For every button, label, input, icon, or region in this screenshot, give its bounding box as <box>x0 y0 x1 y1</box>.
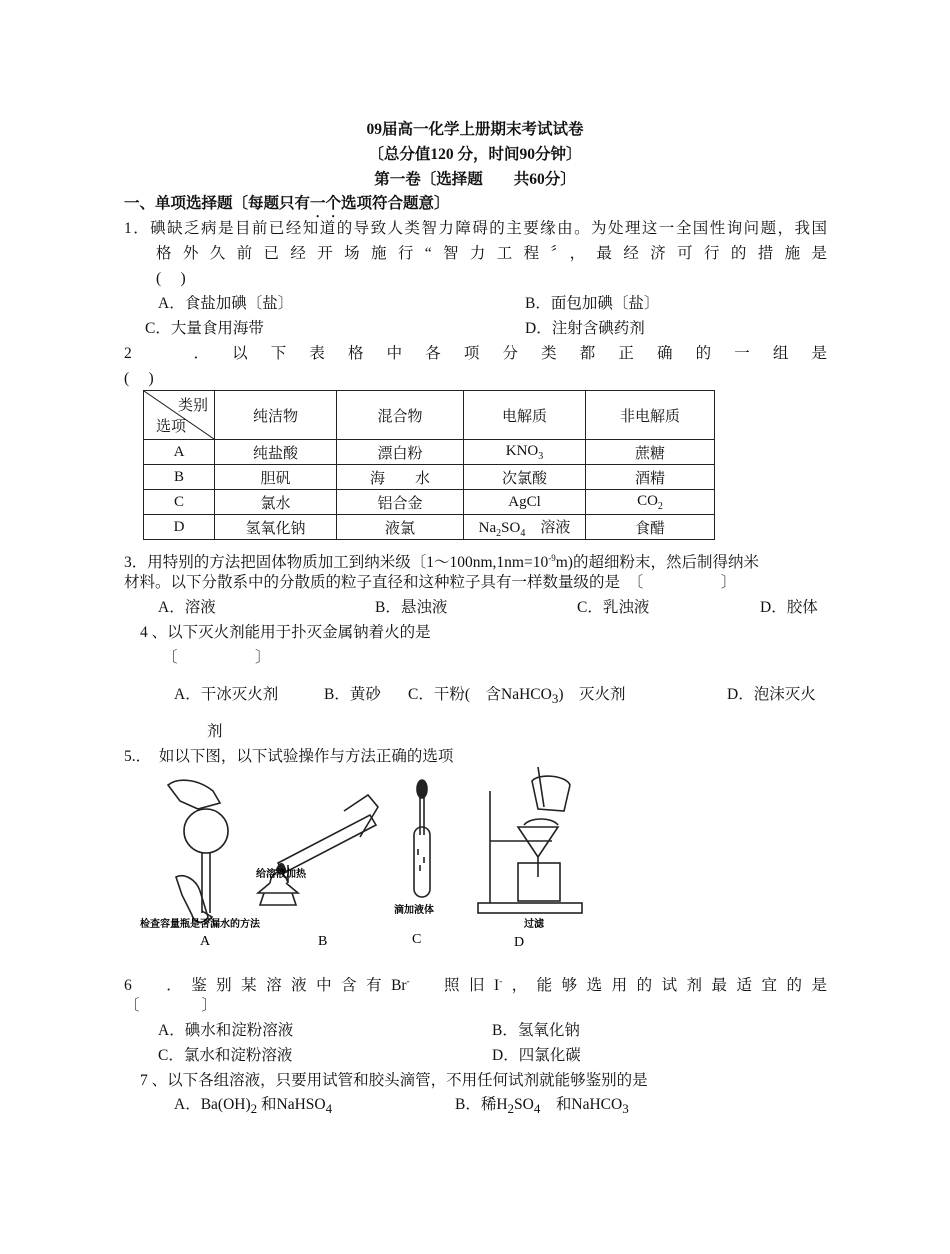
table-header-row <box>144 391 715 440</box>
q4-option-c: C．干粉( 含NaHCO$_3$) 灭火剂 <box>408 686 626 706</box>
q2-answer-blank: ( ) <box>124 370 154 387</box>
q4-option-d-continued: 剂 <box>207 723 223 740</box>
table-cell: AgCl <box>464 490 586 515</box>
q4-answer-blank: 〔 〕 <box>162 649 271 666</box>
table-row <box>144 515 715 540</box>
table-cell: 纯盐酸 <box>215 440 337 465</box>
table-cell: $CO_2$ <box>586 490 715 515</box>
q6-option-d: D．四氯化碳 <box>492 1047 581 1064</box>
table-cell: 铝合金 <box>337 490 464 515</box>
table-cell-option: C <box>144 490 215 515</box>
caption-d: 过滤 <box>524 919 544 930</box>
table-cell: 氯水 <box>215 490 337 515</box>
q3-option-c: C．乳浊液 <box>577 599 650 616</box>
classification-table <box>143 390 715 540</box>
q1-option-c: C．大量食用海带 <box>145 320 264 337</box>
figure-c-dropper <box>414 780 430 897</box>
part-title: 第一卷〔选择题 共60分〕 <box>374 171 576 188</box>
q6-stem-line1: 6 ．鉴别某溶液中含有Br- 照旧I-，能够选用的试剂最适宜的是 <box>124 976 827 995</box>
q4-option-b: B．黄砂 <box>324 686 381 703</box>
figure-label-b: B <box>318 934 328 947</box>
table-cell: $KNO_3$ <box>464 440 586 465</box>
corner-label-category: 类别 <box>177 398 208 414</box>
table-row <box>144 490 715 515</box>
table-header-cell: 非电解质 <box>586 391 715 440</box>
table-cell: 食醋 <box>586 515 715 540</box>
q1-stem-line2: 格外久前已经开场施行“智力工程〞，最经济可行的措施是 <box>156 245 827 262</box>
table-cell: 液氯 <box>337 515 464 540</box>
q7-stem: 7 、以下各组溶液，只要用试管和胶头滴管，不用任何试剂就能够鉴别的是 <box>140 1072 648 1089</box>
table-cell-option: D <box>144 515 215 540</box>
exam-subtitle: 〔总分值120 分，时间90分钟〕 <box>368 146 582 163</box>
table-cell: 次氯酸 <box>464 465 586 490</box>
figure-label-c: C <box>412 932 422 947</box>
q7-option-b: B．稀$H_2SO_4$ 和NaHCO$_3$ <box>455 1096 629 1116</box>
q3-stem-line1: 3．用特别的方法把固体物质加工到纳米级〔$1\sim 100nm,1nm=10^{-9}m$)的超细粉末，然后制得纳米 <box>124 553 759 572</box>
q1-stem-line1: 1．碘缺乏病是目前已经知道的导致人类智力障碍的主要缘由。为处理这一全国性询问题，我国 <box>124 220 827 237</box>
corner-label-option: 选项 <box>156 419 187 435</box>
q1-answer-blank: ( ) <box>156 270 186 287</box>
q6-answer-blank: 〔 〕 <box>124 997 218 1014</box>
table-cell: 漂白粉 <box>337 440 464 465</box>
q1-option-a: A．食盐加碘〔盐〕 <box>158 295 294 312</box>
table-cell: 氢氧化钠 <box>215 515 337 540</box>
q4-option-a: A．干冰灭火剂 <box>174 686 279 703</box>
figure-b-heating <box>258 795 378 905</box>
q1-option-d: D．注射含碘药剂 <box>525 320 645 337</box>
q4-stem: 4 、以下灭火剂能用于扑灭金属钠着火的是 <box>140 624 431 641</box>
exam-title: 09届高一化学上册期末考试试卷 <box>366 121 584 138</box>
q4-option-d: D．泡沫灭火 <box>727 686 816 703</box>
table-cell: 海 水 <box>337 465 464 490</box>
table-row <box>144 440 715 465</box>
table-header-cell: 混合物 <box>337 391 464 440</box>
q3-option-b: B．悬浊液 <box>375 599 448 616</box>
table-cell: 胆矾 <box>215 465 337 490</box>
figure-a-volumetric-flask <box>168 780 228 925</box>
caption-a: 检查容量瓶是否漏水的方法 <box>140 919 260 930</box>
table-cell: $Na_2SO_4$ 溶液 <box>464 515 586 540</box>
q6-option-b: B．氢氧化钠 <box>492 1022 580 1039</box>
q3-option-d: D．胶体 <box>760 599 818 616</box>
q6-option-a: A．碘水和淀粉溶液 <box>158 1022 294 1039</box>
table-cell: 酒精 <box>586 465 715 490</box>
section-heading: 一、单项选择题〔每题只有一个选项符合题意〕 <box>124 195 450 212</box>
q7-option-a: A．$Ba(OH)_2$ 和NaHSO$_4$ <box>174 1096 333 1116</box>
figure-d-filtration <box>478 767 582 913</box>
q1-option-b: B．面包加碘〔盐〕 <box>525 295 660 312</box>
q3-stem-line2: 材料。以下分散系中的分散质的粒子直径和这种粒子具有一样数量级的是 〔 〕 <box>124 574 737 591</box>
table-cell-option: A <box>144 440 215 465</box>
q5-stem: 5.． 如以下图，以下试验操作与方法正确的选项 <box>124 748 454 765</box>
q2-stem-line1: 2 ．以下表格中各项分类都正确的一组是 <box>124 345 827 362</box>
caption-c: 滴加液体 <box>394 905 434 916</box>
table-cell-option: B <box>144 465 215 490</box>
lab-operations-figure <box>138 765 598 947</box>
q3-option-a: A．溶液 <box>158 599 216 616</box>
figure-label-a: A <box>200 934 211 947</box>
table-header-cell: 纯洁物 <box>215 391 337 440</box>
table-row <box>144 465 715 490</box>
table-corner-cell <box>144 391 215 440</box>
table-cell: 蔗糖 <box>586 440 715 465</box>
caption-b: 给溶液加热 <box>256 869 306 880</box>
figure-label-d: D <box>514 935 525 947</box>
table-header-cell: 电解质 <box>464 391 586 440</box>
q6-option-c: C．氯水和淀粉溶液 <box>158 1047 293 1064</box>
